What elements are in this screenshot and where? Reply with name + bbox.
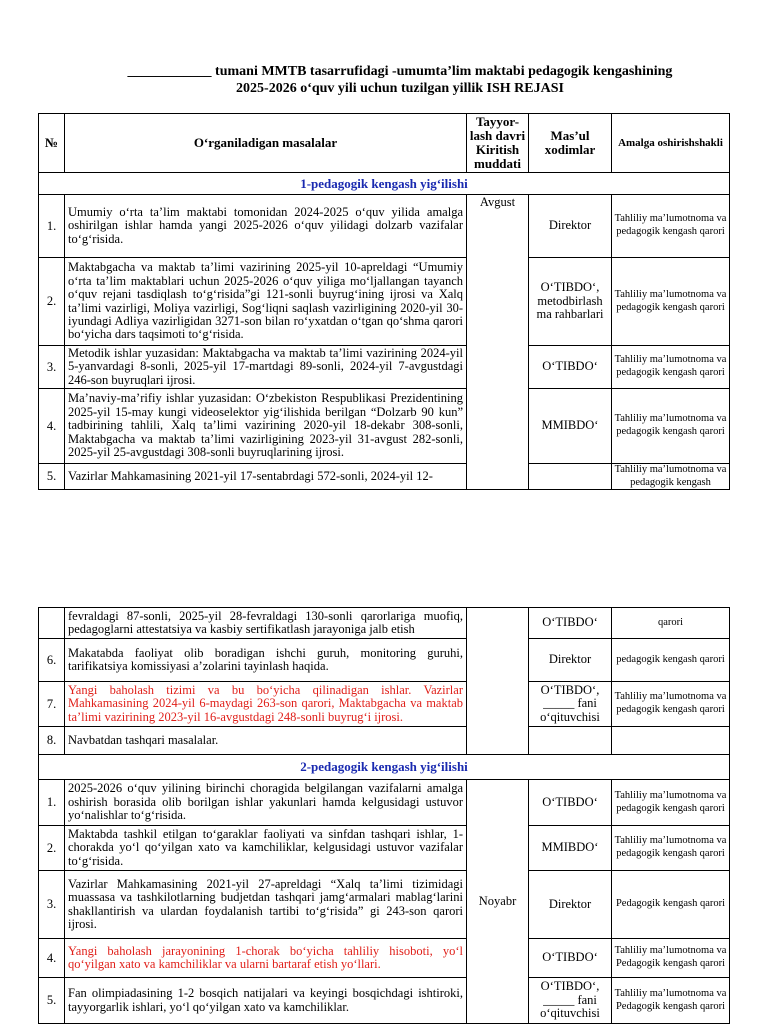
row-number: 5. [39,978,65,1024]
row-responsible [529,727,612,755]
row-responsible: O‘TIBDO‘, metodbirlash ma rahbarlari [529,258,612,346]
row-topic: Maktabda tashkil etilgan to‘garaklar faoliyati va sinfdan tashqari ishlar, 1-chorakda yo‘l qo‘yilgan xato va kamchiliklar, kelgusidagi ustuvor vazifalar to‘g‘risida. [65,826,467,871]
row-responsible: O‘TIBDO‘ [529,608,612,639]
row-form: Tahliliy ma’lumotnoma va pedagogik kengash [612,464,730,490]
row-form: Tahliliy ma’lumotnoma va pedagogik kengash qarori [612,258,730,346]
row-topic: Navbatdan tashqari masalalar. [65,727,467,755]
table-header-row [39,114,730,173]
row-topic: Maktabgacha va maktab ta’limi vazirining 2025-yil 10-apreldagi “Umumiy o‘rta ta’lim maktablari uchun 2025-2026 o‘quv yiliga mo‘ljallangan tayanch o‘quv rejani tasdiqlash to‘g‘risida”gi 121-sonli buyrug‘ining ijrosi va Xalq ta’limi vazirligi, Moliya vazirligi, Sog‘liqni saqlash vazirligining 2020-yil 30-iyundagi Adliya vazirligidan 3271-son bilan ro‘yxatdan o‘tgan qo‘shma qarori bo‘yicha dars taqsimoti to‘g‘risida. [65,258,467,346]
row-responsible: O‘TIBDO‘ [529,939,612,978]
row-form: qarori [612,608,730,639]
work-plan-table-page-2 [38,607,730,1024]
row-responsible: MMIBDO‘ [529,389,612,464]
row-topic-highlighted: Yangi baholash jarayonining 1-chorak bo‘yicha tahliliy hisoboti, yo‘l qo‘yilgan xato va kamchiliklar va ularni bartaraf etish yo‘llari. [65,939,467,978]
title-line-1: tumani MMTB tasarrufidagi -umumta’lim maktabi pedagogik kengashining [211,64,673,79]
table-row [39,978,730,1024]
row-form: Tahliliy ma’lumotnoma va Pedagogik kengash qarori [612,978,730,1024]
row-responsible: Direktor [529,639,612,682]
work-plan-table-page-1 [38,113,730,490]
row-form: Tahliliy ma’lumotnoma va Pedagogik kengash qarori [612,939,730,978]
row-period: Avgust [467,195,529,490]
col-header-form: Amalga oshirishshakli [612,114,730,173]
col-header-topic: O‘rganiladigan masalalar [65,114,467,173]
row-responsible: MMIBDO‘ [529,826,612,871]
row-responsible: O‘TIBDO‘ [529,780,612,826]
row-responsible: O‘TIBDO‘, _____ fani o‘qituvchisi [529,978,612,1024]
row-topic: fevraldagi 87-sonli, 2025-yil 28-fevraldagi 130-sonli qarorlariga muofiq, pedagoglarni attestatsiya va kasbiy sertifikatlash jarayoniga jalb etish [65,608,467,639]
table-row [39,682,730,727]
row-responsible: Direktor [529,195,612,258]
row-period-continued [467,608,529,755]
table-row [39,727,730,755]
row-topic: Ma’naviy-ma’rifiy ishlar yuzasidan: O‘zbekiston Respublikasi Prezidentining 2025-yil 15-may kungi videoselektor yig‘ilishida berilgan “Dolzarb 90 kun” tadbirining tahlili, Xalq ta’limi vazirining 2020-yil 18-dekabr 308-sonli, Maktabgacha va maktab ta’limi vazirligining 2023-yil 31-avgust 282-sonli, 2025-yil 25-avgustdagi 308-sonli buyruqlarining ijrosi. [65,389,467,464]
col-header-number: № [39,114,65,173]
row-topic: Metodik ishlar yuzasidan: Maktabgacha va maktab ta’limi vazirining 2024-yil 5-yanvardagi 8-sonli, 2025-yil 17-martdagi 89-sonli, 2024-yil 7-avgustdagi 246-son buyruqlari ijrosi. [65,346,467,389]
row-topic: 2025-2026 o‘quv yilining birinchi choragida belgilangan vazifalarni amalga oshirish borasida olib borilgan ishlar yakunlari hamda kelgusidagi ustuvor yo‘nalishlar to‘g‘risida. [65,780,467,826]
row-number: 2. [39,826,65,871]
row-form: Tahliliy ma’lumotnoma va pedagogik kengash qarori [612,389,730,464]
row-form: Pedagogik kengash qarori [612,871,730,939]
table-row [39,826,730,871]
row-number: 3. [39,346,65,389]
table-row [39,939,730,978]
table-row [39,389,730,464]
title-line-2: 2025-2026 o‘quv yili uchun tuzilgan yillik ISH REJASI [236,81,564,96]
table-row [39,780,730,826]
col-header-period: Tayyor-lash davri Kiritish muddati [467,114,529,173]
row-topic: Fan olimpiadasining 1-2 bosqich natijalari va keyingi bosqichdagi ishtiroki, tayyorgarlik ishlari, yo‘l qo‘yilgan xato va kamchiliklar. [65,978,467,1024]
table-row [39,195,730,258]
row-period: Noyabr [467,780,529,1024]
table-row [39,639,730,682]
row-number: 5. [39,464,65,490]
table-row [39,346,730,389]
row-topic: Vazirlar Mahkamasining 2021-yil 27-apreldagi “Xalq ta’limi tizimidagi muassasa va tashkilotlarning budjetdan tashqari jamg‘armalari mablag‘larini shakllantirish va ulardan foydalanish tartibi to‘g‘risida” gi 243-son qarori ijrosi. [65,871,467,939]
row-responsible [529,464,612,490]
row-form: Tahliliy ma’lumotnoma va pedagogik kengash qarori [612,346,730,389]
section-title: 2-pedagogik kengash yig‘ilishi [39,755,730,780]
row-number [39,608,65,639]
row-topic-highlighted: Yangi baholash tizimi va bu bo‘yicha qilinadigan ishlar. Vazirlar Mahkamasining 2024-yil 6-maydagi 263-son qarori, Maktabgacha va maktab ta’limi vazirining 2023-yil 16-avgustdagi 248-sonli buyrug‘i ijrosi. [65,682,467,727]
table-row [39,871,730,939]
row-number: 1. [39,780,65,826]
table-row [39,464,730,490]
table-row [39,258,730,346]
table-row [39,608,730,639]
row-topic: Vazirlar Mahkamasining 2021-yil 17-sentabrdagi 572-sonli, 2024-yil 12- [65,464,467,490]
district-blank: ____________ [127,64,212,79]
row-responsible: Direktor [529,871,612,939]
row-topic: Umumiy o‘rta ta’lim maktabi tomonidan 2024-2025 o‘quv yilida amalga oshirilgan ishlar hamda yangi 2025-2026 o‘quv yilidagi dolzarb vazifalar to‘g‘risida. [65,195,467,258]
row-number: 4. [39,389,65,464]
col-header-responsible: Mas’ul xodimlar [529,114,612,173]
document-title [60,63,740,97]
row-number: 3. [39,871,65,939]
row-number: 2. [39,258,65,346]
row-responsible: O‘TIBDO‘ [529,346,612,389]
row-responsible: O‘TIBDO‘, _____ fani o‘qituvchisi [529,682,612,727]
row-form: Tahliliy ma’lumotnoma va pedagogik kengash qarori [612,826,730,871]
row-number: 7. [39,682,65,727]
row-form [612,727,730,755]
row-form: Tahliliy ma’lumotnoma va pedagogik kengash qarori [612,195,730,258]
row-topic: Makatabda faoliyat olib boradigan ishchi guruh, monitoring guruhi, tarifikatsiya komissiyasi a’zolarini tayinlash haqida. [65,639,467,682]
row-number: 8. [39,727,65,755]
row-form: Tahliliy ma’lumotnoma va pedagogik kengash qarori [612,780,730,826]
row-number: 1. [39,195,65,258]
row-number: 6. [39,639,65,682]
row-number: 4. [39,939,65,978]
section-row [39,755,730,780]
row-form: Tahliliy ma’lumotnoma va pedagogik kengash qarori [612,682,730,727]
section-row [39,173,730,195]
section-title: 1-pedagogik kengash yig‘ilishi [39,173,730,195]
row-form: pedagogik kengash qarori [612,639,730,682]
